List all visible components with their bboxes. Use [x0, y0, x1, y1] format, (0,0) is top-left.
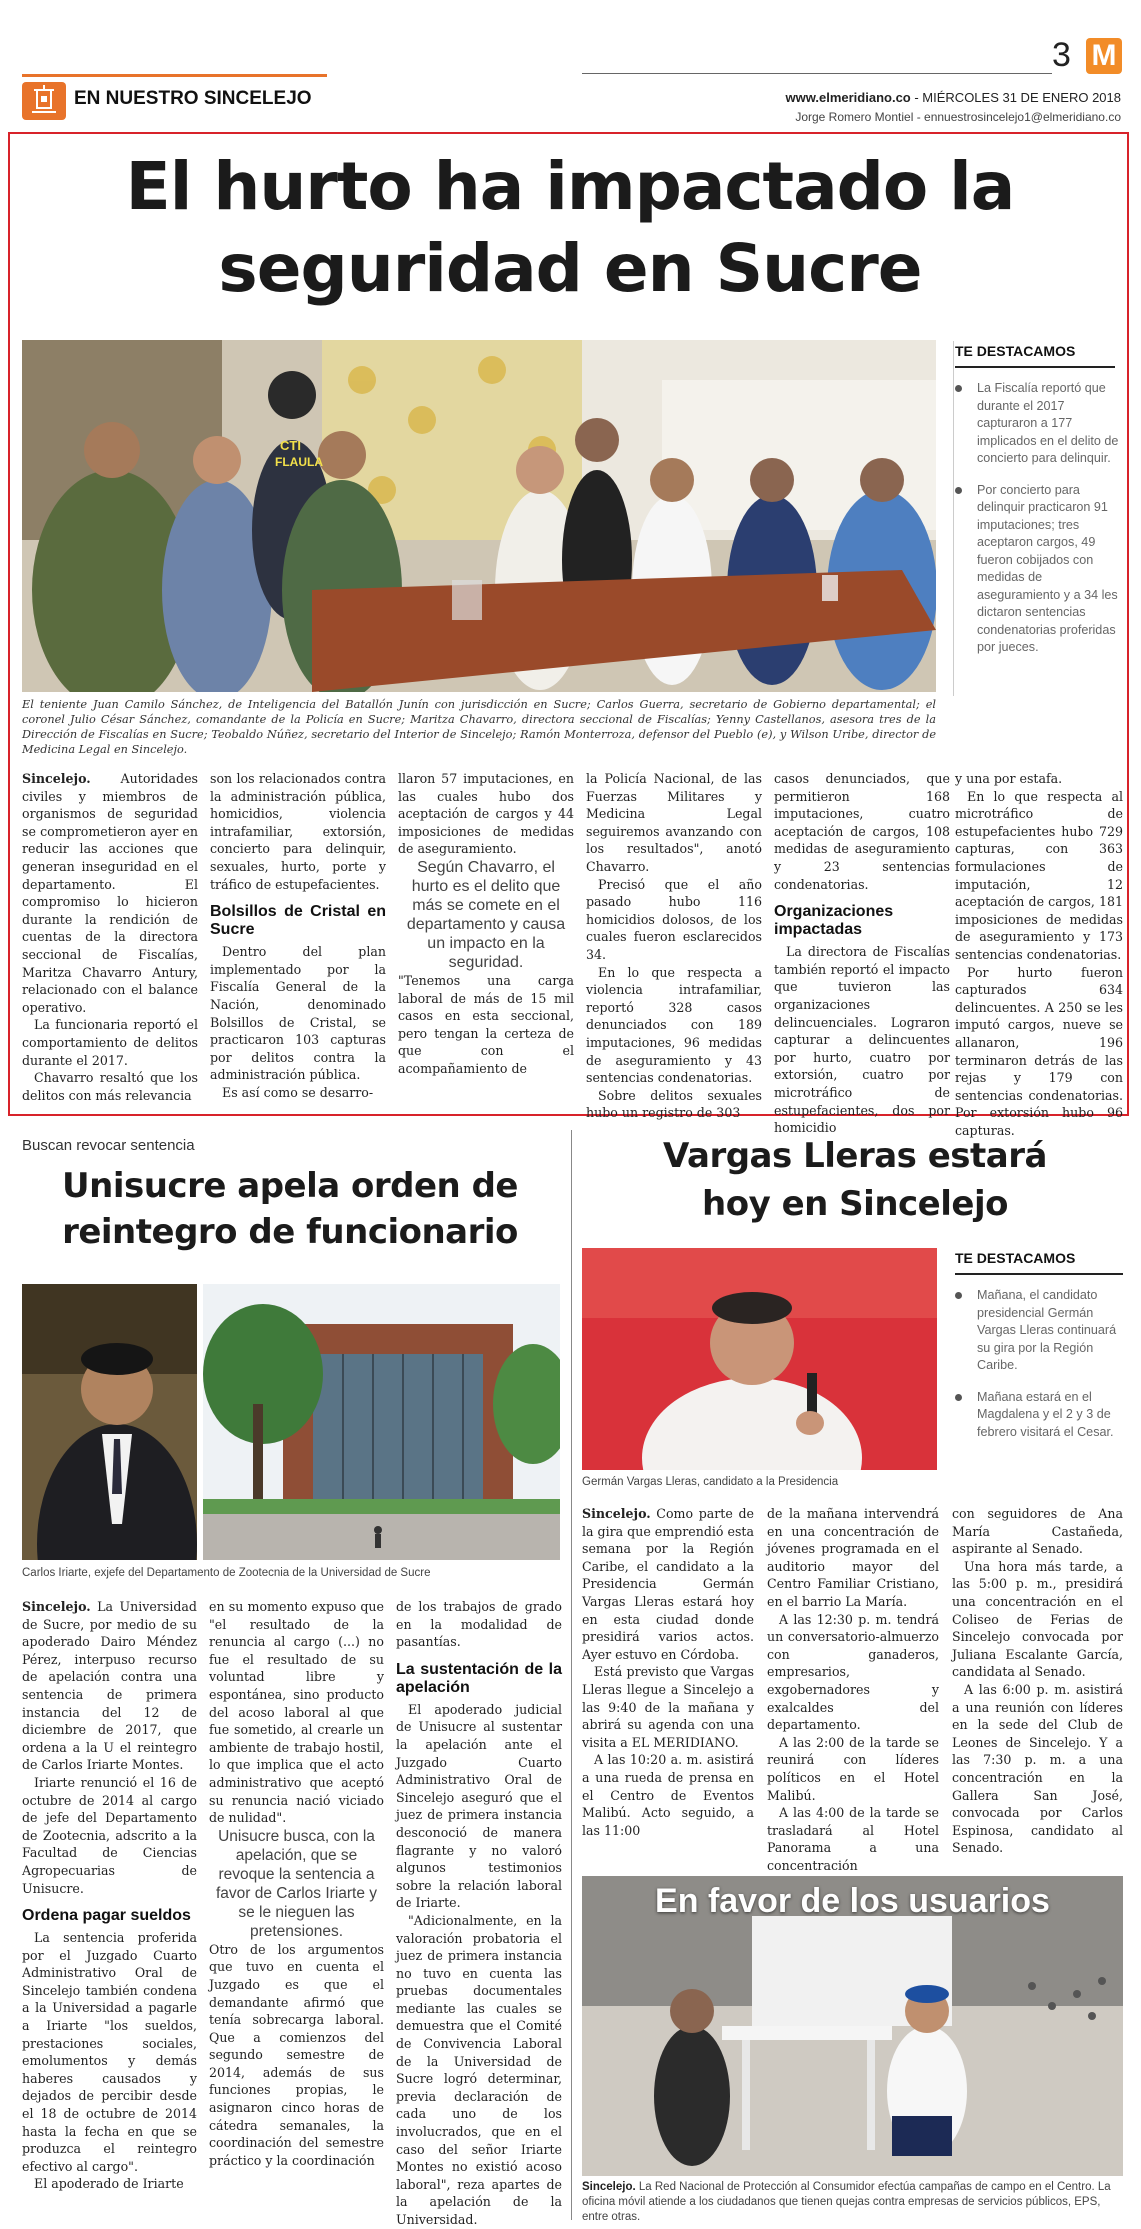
paragraph: A las 12:30 p. m. tendrá un conversatorio-almuerzo con ganaderos, empresarios, exgobernadores y exalcaldes del departamento.: [767, 1611, 939, 1733]
main-col-6: [955, 770, 1123, 1139]
right-photo: [582, 1248, 937, 1470]
right-headline-line1: Vargas Lleras estará: [663, 1136, 1047, 1176]
sidebar-item-text: La Fiscalía reportó que durante el 2017 capturaron a 177 implicados en el delito de concierto para delinquir.: [977, 381, 1119, 465]
usuarios-photo-box: [582, 1876, 1123, 2176]
byline: Jorge Romero Montiel - ennuestrosincelejo1@elmeridiano.co: [795, 110, 1121, 124]
left-col-3: [396, 1598, 562, 2229]
left-headline-line2: reintegro de funcionario: [62, 1212, 518, 1252]
left-headline: [20, 1163, 560, 1255]
paragraph: A las 6:00 p. m. asistirá a una reunión con líderes en la sede del Club de Leones de Sincelejo. Y a las 7:30 p. m. a una concentración en la Gallera San José, convocada por Carlos Espinosa, candidato al Senado.: [952, 1681, 1123, 1856]
paragraph: Dentro del plan implementado por la Fiscalía General de la Nación, denominado Bolsillos de Cristal, se practicaron 103 capturas por delitos contra la administración pública.: [210, 944, 386, 1083]
bullet-icon: [955, 385, 962, 392]
right-sidebar-rule: [955, 1273, 1123, 1275]
paragraph: Es así como se desarro-: [222, 1084, 374, 1100]
paragraph: Como parte de la gira que emprendió esta semana por la Región Caribe, el candidato a la Presidencia Germán Vargas Lleras estará hoy en esta ciudad donde presidirá varios actos. Ayer estuvo en Córdoba.: [582, 1506, 754, 1662]
dateline: Sincelejo.: [22, 771, 91, 786]
bullet-icon: [955, 1394, 962, 1401]
main-headline-line1: El hurto ha impactado la: [125, 148, 1015, 225]
bullet-icon: [955, 1292, 962, 1299]
right-col-2: [767, 1505, 939, 1874]
main-headline-line2: seguridad en Sucre: [218, 230, 922, 307]
paragraph: con seguidores de Ana María Castañeda, aspirante al Senado.: [952, 1506, 1123, 1557]
sidebar-title: TE DESTACAMOS: [955, 343, 1076, 359]
usuarios-caption-text: La Red Nacional de Protección al Consumidor efectúa campañas de campo en el Centro. La oficina móvil atiende a los ciudadanos que tienen quejas contra empresas de servicios públicos, EPS, entre otras.: [582, 2181, 1111, 2223]
paragraph: Una hora más tarde, a las 5:00 p. m., presidirá una concentración en el Coliseo de Ferias de Sincelejo convocada por Juliana Escalante García, candidata al Senado.: [952, 1558, 1123, 1680]
paragraph: y una por estafa.: [955, 771, 1063, 786]
photo-sign-flaula: FLAULA: [275, 455, 323, 469]
section-bar-line: [22, 74, 327, 77]
paragraph: la Policía Nacional, de las Fuerzas Militares y Medicina Legal seguiremos avanzando con los resultados", anotó Chavarro.: [586, 771, 762, 874]
dateline: Sincelejo.: [582, 2181, 636, 2193]
left-photo-caption: Carlos Iriarte, exjefe del Departamento de Zootecnia de la Universidad de Sucre: [22, 1567, 431, 1579]
left-photo-portrait: [22, 1284, 197, 1560]
paragraph: Chavarro resaltó que los delitos con más relevancia: [22, 1070, 198, 1103]
paragraph: Otro de los argumentos que tuvo en cuenta el Juzgado es que el demandante afirmó que tenía sobrecarga laboral. Que a comienzos del segundo semestre de 2014, además de sus funciones propias, le asignaron cinco horas de cátedra semanales, la coordinación del semestre práctico y la coordinación: [209, 1941, 384, 2168]
right-sidebar-list: [955, 1287, 1125, 1455]
main-col-3: [398, 770, 574, 1078]
paragraph: La funcionaria reportó el comportamiento de delitos durante el 2017.: [22, 1017, 198, 1068]
kicker: Buscan revocar sentencia: [22, 1137, 195, 1154]
photo-sign-cti: CTI: [280, 438, 301, 453]
paragraph: son los relacionados contra la administración pública, homicidios, violencia intrafamiliar, extorsión, concierto para delinquir, sexuales, hurto, porte y tráfico de estupefacientes.: [210, 771, 386, 892]
logo: [1086, 38, 1122, 74]
sidebar-item: [955, 1389, 1125, 1442]
paragraph: A las 2:00 de la tarde se reunirá con líderes políticos en el Hotel Malibú.: [767, 1734, 939, 1803]
sidebar-rule-top: [953, 341, 954, 696]
paragraph: El apoderado de Iriarte: [34, 2176, 184, 2192]
usuarios-caption: [582, 2180, 1123, 2225]
bullet-icon: [955, 487, 962, 494]
paragraph: Está previsto que Vargas Lleras llegue a Sincelejo a las 9:40 de la mañana y abrirá su agenda con una visita a EL MERIDIANO.: [582, 1664, 754, 1750]
main-headline: [20, 146, 1120, 310]
subhead: Ordena pagar sueldos: [22, 1907, 191, 1925]
vertical-divider: [571, 1130, 572, 2220]
right-col-3: [952, 1505, 1123, 1857]
section-icon: [22, 82, 66, 120]
subhead: Bolsillos de Cristal en Sucre: [210, 903, 386, 939]
page-number: 3: [1052, 36, 1071, 74]
paragraph: A las 10:20 a. m. asistirá a una rueda de prensa en el Centro de Eventos Malibú. Acto seguido, a las 11:00: [582, 1752, 754, 1838]
header-dateline: [786, 90, 1121, 105]
left-col-2: [209, 1598, 384, 2169]
main-col-5: [774, 770, 950, 1137]
sidebar-item: [955, 482, 1125, 657]
paragraph: Precisó que el año pasado hubo 116 homicidios dolosos, de los cuales fueron esclarecidos 34.: [586, 876, 762, 962]
sidebar-item-text: Mañana, el candidato presidencial Germán Vargas Lleras continuará su gira por la Región Caribe.: [977, 1288, 1117, 1372]
dateline: Sincelejo.: [22, 1599, 91, 1614]
paragraph: A las 4:00 de la tarde se trasladará al Hotel Panorama a una concentración: [767, 1805, 939, 1873]
paragraph: de los trabajos de grado en la modalidad de pasantías.: [396, 1599, 562, 1650]
paragraph: La Universidad de Sucre, por medio de su apoderado Dairo Méndez Pérez, interpuso recurso de apelación contra una sentencia de primera instancia del 12 de diciembre de 2017, que ordena a la U el reintegro de Carlos Iriarte Montes.: [22, 1599, 197, 1773]
left-photo-building: [203, 1284, 560, 1560]
sidebar-item: [955, 380, 1125, 468]
right-sidebar-title: TE DESTACAMOS: [955, 1250, 1076, 1266]
usuarios-title: En favor de los usuarios: [655, 1882, 1050, 1920]
header-rule: [582, 73, 1052, 74]
site-url[interactable]: www.elmeridiano.co: [785, 90, 911, 105]
sidebar-list: [955, 380, 1125, 671]
main-photo-caption: El teniente Juan Camilo Sánchez, de Inteligencia del Batallón Junín con jurisdicción en Sucre; Carlos Guerra, secretario de Gobierno departamental; el coronel Julio César Sánchez, comandante de la Policía en Sucre; Maritza Chavarro, directora seccional de Fiscalías; Yenny Castellanos, asesora tres de la Dirección de Fiscalías en Sucre; Teobaldo Núñez, secretario del Interior de Sincelejo; Ramón Monterroza, defensor del Pueblo (e), y Wilson Uribe, director de Medicina Legal en Sincelejo.: [22, 698, 936, 756]
dateline: Sincelejo.: [582, 1506, 651, 1521]
paragraph: En lo que respecta al microtráfico de estupefacientes hubo 729 capturas, con 363 formulaciones de imputación, 12 aceptación de cargos, 181 imposiciones de medidas de aseguramiento y 173 sentencias condenatorias.: [955, 788, 1123, 962]
paragraph: en su momento expuso que "el resultado de la renuncia al cargo (...) no fue el resultado de su voluntad libre y espontánea, sino producto del acoso laboral al que fue sometido, al crearle un ambiente de trabajo hostil, lo que implica que el acto administrativo que aceptó su renuncia nació viciado de nulidad".: [209, 1599, 384, 1826]
pull-quote: Según Chavarro, el hurto es el delito que más se comete en el departamento y causa un impacto en la seguridad.: [406, 858, 566, 971]
paragraph: llaron 57 imputaciones, en las cuales hubo dos aceptación de cargos y 44 imposiciones de medidas de aseguramiento.: [398, 771, 574, 857]
logo-letter: M: [1091, 39, 1117, 72]
section-title: EN NUESTRO SINCELEJO: [74, 88, 312, 109]
main-col-1: [22, 770, 198, 1104]
sidebar-item-text: Mañana estará en el Magdalena y el 2 y 3 de febrero visitará el Cesar.: [977, 1389, 1114, 1439]
sidebar-item: [955, 1287, 1125, 1375]
paragraph: "Adicionalmente, en la valoración probatoria el juez de primera instancia no tuvo en cuenta las pruebas documentales mediante las cuales se demuestra que el Comité de Convivencia Laboral de la Universidad de Sucre logró determinar, previa declaración de cada uno de los involucrados, que en el caso del señor Iriarte Montes no existió acoso laboral", reza apartes de la apelación de la Universidad.: [396, 1912, 562, 2227]
paragraph: Iriarte renunció el 16 de octubre de 2014 al cargo de jefe del Departamento de Zootecnia, adscrito a la Facultad de Ciencias Agropecuarias de Unisucre.: [22, 1774, 197, 1896]
right-col-1: [582, 1505, 754, 1839]
paragraph: Por hurto fueron capturados 634 delincuentes. A 250 se les imputó cargos, nueve se allanaron, 196 terminaron detrás de las rejas y 179 con sentencias condenatorias. Por extorsión hubo 96 capturas.: [955, 964, 1123, 1138]
main-col-2: [210, 770, 386, 1102]
paragraph: Sobre delitos sexuales hubo un registro de 303: [586, 1087, 762, 1121]
right-photo-caption: Germán Vargas Lleras, candidato a la Presidencia: [582, 1476, 839, 1488]
paragraph: La directora de Fiscalías también reportó el impacto que tuvieron las organizaciones delincuenciales. Lograron capturar a delincuentes por hurto, cuatro por extorsión, cuatro por microtráfico de estupefacientes, dos por homicidio: [774, 944, 950, 1136]
paragraph: En lo que respecta a violencia intrafamiliar, reportó 328 casos denunciados con 189 imputaciones, 96 medidas de aseguramiento y 43 sentencias condenatorias.: [586, 964, 762, 1086]
paragraph: Autoridades civiles y miembros de organismos de seguridad se comprometieron ayer en reducir las acciones que generan inseguridad en el departamento. El compromiso lo hicieron durante la rendición de cuentas de la directora seccional de Fiscalías, Maritza Chavarro Antury, relacionado con el balance operativo.: [22, 771, 198, 1015]
sidebar-item-text: Por concierto para delinquir practicaron 91 imputaciones; tres aceptaron cargos, 49 fueron cobijados con medidas de aseguramiento y a 34 les dictaron sentencias condenatorias proferidas por jueces.: [977, 482, 1118, 654]
right-headline-line2: hoy en Sincelejo: [702, 1184, 1008, 1224]
left-headline-line1: Unisucre apela orden de: [62, 1166, 518, 1206]
right-headline: [580, 1132, 1130, 1228]
main-photo: [22, 340, 936, 692]
sidebar-title-rule: [955, 366, 1115, 368]
paragraph: El apoderado judicial de Unisucre al sustentar la apelación ante el Juzgado Cuarto Administrativo Oral de Sincelejo aseguró que el juez de primera instancia desconoció de manera flagrante y no valoró algunos testimonios sobre la relación laboral de Iriarte.: [396, 1701, 562, 1911]
subhead: La sustentación de la apelación: [396, 1660, 562, 1696]
paragraph: La sentencia proferida por el Juzgado Cuarto Administrativo Oral de Sincelejo también condena a la Universidad a pagarle a Iriarte "los sueldos, prestaciones sociales, emolumentos y demás haberes causados y dejados de percibir desde el 18 de octubre de 2014 hasta la fecha en que se produzca el reintegro efectivo al cargo".: [22, 1930, 197, 2174]
pull-quote: Unisucre busca, con la apelación, que se revoque la sentencia a favor de Carlos Iriarte y se le nieguen las pretensiones.: [215, 1827, 378, 1940]
issue-date: - MIÉRCOLES 31 DE ENERO 2018: [910, 90, 1121, 105]
paragraph: "Tenemos una carga laboral de más de 15 mil casos en esta seccional, pero tengan la certeza de que con el acompañamiento de: [398, 972, 574, 1076]
paragraph: de la mañana intervendrá en una concentración de jóvenes programada en el auditorio mayor del Centro Familiar Cristiano, en el barrio La María.: [767, 1506, 939, 1609]
main-col-4: [586, 770, 762, 1122]
paragraph: casos denunciados, que permitieron 168 imputaciones, cuatro aceptación de cargos, 108 medidas de aseguramiento y 23 sentencias condenatorias.: [774, 771, 950, 892]
subhead: Organizaciones impactadas: [774, 903, 894, 939]
left-col-1: [22, 1598, 197, 2193]
